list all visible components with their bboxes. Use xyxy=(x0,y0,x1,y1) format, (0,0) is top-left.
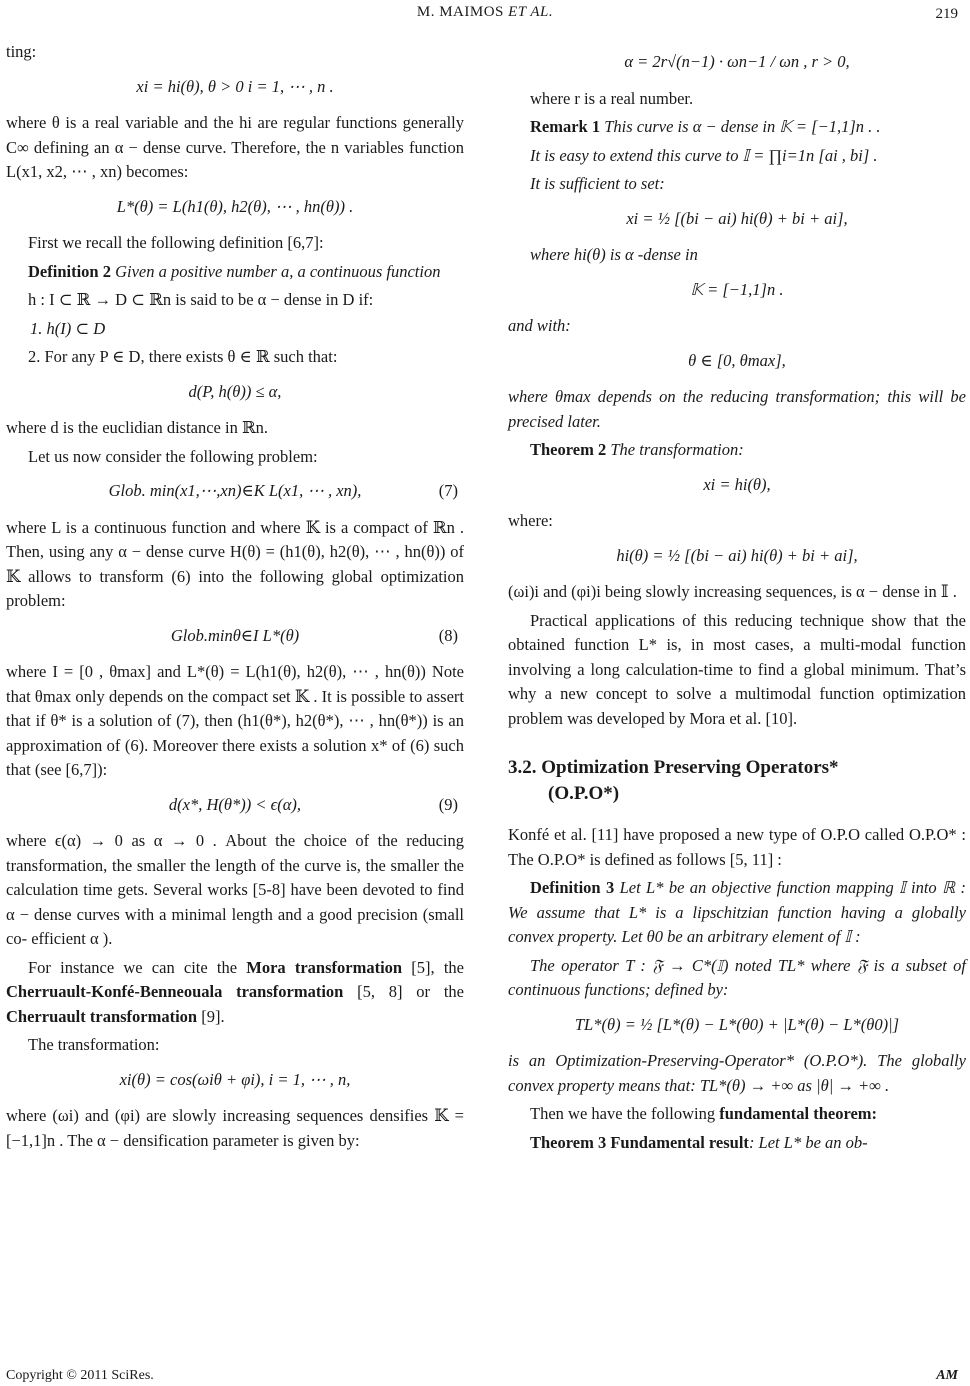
equation-9-body: d(x*, H(θ*)) < ϵ(α), xyxy=(168,794,302,814)
left-p8: where ϵ(α) → 0 as α → 0 . About the choice of the reducing transformation, the smaller the length of the curve is, the smaller the calculation time gets. Several works [5-8] have been devoted to find α − dense curves with a minimal length and a good precision (small co- efficient α ). xyxy=(6,831,464,948)
remark-1-text-3: It is sufficient to set: xyxy=(530,174,665,193)
equation-xi-hi: xi = hi(θ), xyxy=(703,474,771,494)
left-p3: First we recall the following definition [6,7]: xyxy=(28,233,324,252)
p9-text-g: [9]. xyxy=(197,1006,225,1026)
remark-1-label: Remark 1 xyxy=(530,117,601,136)
definition-2-text: Given a positive number a, a continuous function xyxy=(110,261,441,281)
theorem-3 xyxy=(508,1131,966,1156)
left-p1: ting: xyxy=(6,42,37,61)
remark-1-text-2: It is easy to extend this curve to 𝕀 = ∏i=1n [ai , bi] . xyxy=(530,145,878,165)
page-number: 219 xyxy=(935,6,958,22)
left-p5: Let us now consider the following problem: xyxy=(28,446,318,466)
remark-1-text: This curve is α − dense in 𝕂 = [−1,1]n . . xyxy=(600,117,881,136)
right-p10 xyxy=(508,1102,966,1127)
copyright-footer: Copyright © 2011 SciRes. xyxy=(6,1368,154,1383)
definition-2-label: Definition 2 xyxy=(28,261,111,281)
left-column xyxy=(6,40,464,1157)
right-p9: is an Optimization-Preserving-Operator* (O.P.O*). The globally convex property means that: TL*(θ) → +∞ as |θ| → +∞ . xyxy=(508,1051,966,1095)
right-p3: and with: xyxy=(508,316,571,335)
equation-9-number: (9) xyxy=(438,794,458,814)
remark-1 xyxy=(508,115,966,140)
running-head-etal: ET AL. xyxy=(508,4,554,20)
equation-9 xyxy=(6,793,464,818)
right-p10-b: fundamental theorem: xyxy=(719,1104,878,1123)
right-p10-a: Then we have the following xyxy=(530,1104,720,1123)
theorem-2-label: Theorem 2 xyxy=(530,440,607,459)
definition-3-text: Let L* be an objective function mapping 𝕀 into ℝ : We assume that L* is a lipschitzian function having a globally convex property. Let θ0 be an arbitrary element of 𝕀 : xyxy=(508,878,966,946)
mora-transformation: Mora transformation xyxy=(246,957,403,977)
left-p7: where I = [0 , θmax] and L*(θ) = L(h1(θ), h2(θ), ⋯ , hn(θ)) Note that θmax only depends on the compact set 𝕂 . It is possible to assert that if θ* is a solution of (7), then (h1(θ*), h2(θ*), ⋯ , hn(θ*)) is an approximation of (6). Moreover there exists a solution x* of (6) such that (see [6,7]): xyxy=(6,662,464,779)
p9-text-e: [5, 8] or the xyxy=(343,982,464,1001)
right-p6: (ωi)i and (φi)i being slowly increasing sequences, is α − dense in 𝕀 . xyxy=(508,582,957,601)
definition-item-1: 1. h(I) ⊂ D xyxy=(30,318,106,338)
left-p6: where L is a continuous function and where 𝕂 is a compact of ℝn . Then, using any α − dense curve H(θ) = (h1(θ), h2(θ), ⋯ , hn(θ)) of 𝕂 allows to transform (6) into the following global optimization problem: xyxy=(6,517,464,610)
left-p4: where d is the euclidian distance in ℝn. xyxy=(6,418,269,437)
definition-3 xyxy=(508,876,966,950)
equation-operator: TL*(θ) = ½ [L*(θ) − L*(θ0) + |L*(θ) − L*(θ0)|] xyxy=(574,1014,900,1034)
equation-k: 𝕂 = [−1,1]n . xyxy=(690,279,784,299)
left-p9 xyxy=(6,956,464,1030)
definition-3-text-2: The operator T : 𝔉 → C*(𝕀) noted TL* where 𝔉 is a subset of continuous functions; defined by: xyxy=(508,955,966,999)
right-column xyxy=(508,40,966,1159)
equation-7 xyxy=(6,479,464,504)
running-head xyxy=(0,4,970,21)
equation-hi: hi(θ) = ½ [(bi − ai) hi(θ) + bi + ai], xyxy=(616,545,858,565)
right-p5: where: xyxy=(508,511,553,530)
equation-7-body: Glob. min(x1,⋯,xn)∈K L(x1, ⋯ , xn), xyxy=(108,481,362,500)
left-p2: where θ is a real variable and the hi are regular functions generally C∞ defining an α − dense curve. Therefore, the n variables function L(x1, x2, ⋯ , xn) becomes: xyxy=(6,113,464,181)
equation-7-number: (7) xyxy=(438,481,458,500)
equation-8-number: (8) xyxy=(438,625,458,645)
equation-lstar: L*(θ) = L(h1(θ), h2(θ), ⋯ , hn(θ)) . xyxy=(116,196,354,216)
equation-xi: xi = hi(θ), θ > 0 i = 1, ⋯ , n . xyxy=(136,76,334,96)
theorem-3-text: : Let L* be an ob- xyxy=(748,1132,868,1152)
right-p4: where θmax depends on the reducing transformation; this will be precised later. xyxy=(508,387,966,431)
equation-alpha: α = 2r√(n−1) · ωn−1 / ωn , r > 0, xyxy=(624,52,850,71)
equation-cos: xi(θ) = cos(ωiθ + φi), i = 1, ⋯ , n, xyxy=(119,1069,351,1089)
equation-distance: d(P, h(θ)) ≤ α, xyxy=(188,381,282,401)
p9-text-c: [5], the xyxy=(402,957,464,977)
theorem-2-text: The transformation: xyxy=(606,440,744,459)
cherruault-transformation: Cherruault transformation xyxy=(6,1006,198,1026)
ckb-transformation: Cherruault-Konfé-Benneouala transformation xyxy=(6,982,344,1001)
equation-8 xyxy=(6,624,464,649)
p9-text-a: For instance we can cite the xyxy=(28,957,247,977)
definition-2 xyxy=(6,260,464,285)
equation-xi-ab: xi = ½ [(bi − ai) hi(θ) + bi + ai], xyxy=(626,208,848,228)
journal-footer: AM xyxy=(936,1368,958,1383)
theorem-2 xyxy=(508,438,966,463)
right-p2: where hi(θ) is α -dense in xyxy=(530,245,698,264)
section-title-2: (O.P.O*) xyxy=(548,783,620,804)
definition-2-map: h : I ⊂ ℝ → D ⊂ ℝn is said to be α − dense in D if: xyxy=(28,290,374,309)
equation-theta-range: θ ∈ [0, θmax], xyxy=(688,350,786,370)
section-title: 3.2. Optimization Preserving Operators* xyxy=(508,757,839,778)
right-p8: Konfé et al. [11] have proposed a new type of O.P.O called O.P.O* : The O.P.O* is defined as follows [5, 11] : xyxy=(508,825,966,869)
left-p11: where (ωi) and (φi) are slowly increasing sequences densifies 𝕂 = [−1,1]n . The α − densification parameter is given by: xyxy=(6,1106,464,1150)
left-p10: The transformation: xyxy=(28,1035,160,1054)
theorem-3-label: Theorem 3 Fundamental result xyxy=(530,1132,749,1152)
definition-item-2: 2. For any P ∈ D, there exists θ ∈ ℝ such that: xyxy=(28,347,338,366)
definition-3-label: Definition 3 xyxy=(530,878,615,897)
right-p7: Practical applications of this reducing technique show that the obtained function L* is, in most cases, a multi-modal function involving a long calculation-time to find a global minimum. That’s why a new concept to solve a multimodal function optimization problem was developed by Mora et al. [10]. xyxy=(508,610,966,728)
section-heading xyxy=(508,755,966,807)
equation-8-body: Glob.minθ∈I L*(θ) xyxy=(170,625,300,645)
right-p1: where r is a real number. xyxy=(530,88,694,108)
running-head-authors: M. MAIMOS xyxy=(416,4,504,20)
